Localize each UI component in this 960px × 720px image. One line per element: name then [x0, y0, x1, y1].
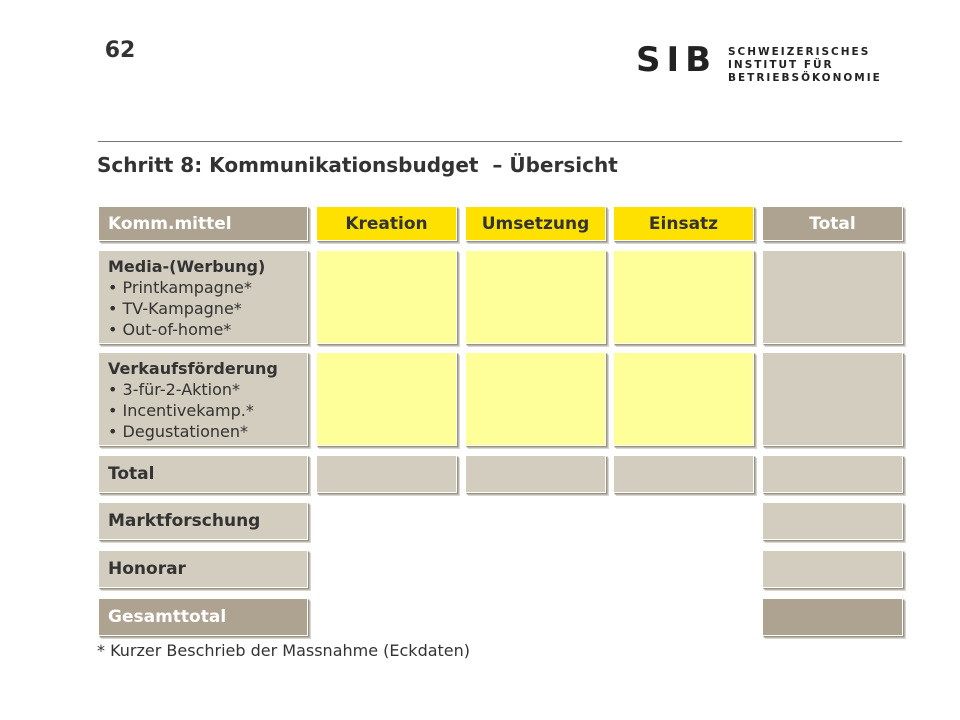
cell-media-umsetzung	[465, 250, 606, 344]
footnote: * Kurzer Beschrieb der Massnahme (Eckdaten)	[97, 641, 471, 660]
logo-text	[728, 46, 882, 85]
row-label-total: Total	[98, 455, 308, 493]
cell-verkauf-umsetzung	[465, 352, 606, 446]
list-item: • 3-für-2-Aktion*	[108, 379, 307, 400]
column-header-umsetzung: Umsetzung	[465, 206, 606, 241]
logo-line-1: SCHWEIZERISCHES	[728, 46, 871, 58]
column-header-einsatz: Einsatz	[613, 206, 754, 241]
row-label-gesamttotal: Gesamttotal	[98, 598, 308, 636]
cell-total-umsetzung	[465, 455, 606, 493]
logo-line-3: BETRIEBSÖKONOMIE	[728, 72, 882, 84]
column-header-total: Total	[762, 206, 903, 241]
cell-gesamttotal-total	[762, 598, 903, 636]
cell-media-kreation	[316, 250, 457, 344]
sib-logo: SIB	[636, 40, 718, 80]
column-header-komm: Komm.mittel	[98, 206, 308, 241]
list-item: • Incentivekamp.*	[108, 400, 307, 421]
column-header-kreation: Kreation	[316, 206, 457, 241]
row-label-marktforschung: Marktforschung	[98, 502, 308, 540]
cell-verkauf-kreation	[316, 352, 457, 446]
row-label-verkaufsfoerderung	[98, 352, 308, 446]
cell-total-kreation	[316, 455, 457, 493]
cell-verkauf-einsatz	[613, 352, 754, 446]
cell-marktforschung-total	[762, 502, 903, 540]
list-item: • Printkampagne*	[108, 277, 307, 298]
media-title: Media-(Werbung)	[108, 257, 266, 276]
cell-verkauf-total	[762, 352, 903, 446]
cell-honorar-total	[762, 550, 903, 588]
list-item: • Out-of-home*	[108, 319, 307, 340]
cell-total-total	[762, 455, 903, 493]
logo-line-2: INSTITUT FÜR	[728, 59, 834, 71]
page-number: 62	[104, 38, 136, 63]
verkauf-list	[108, 379, 307, 442]
header-divider	[98, 141, 902, 142]
list-item: • TV-Kampagne*	[108, 298, 307, 319]
page-title: Schritt 8: Kommunikationsbudget – Übersicht	[97, 153, 618, 177]
verkauf-title: Verkaufsförderung	[108, 359, 278, 378]
row-label-honorar: Honorar	[98, 550, 308, 588]
media-list	[108, 277, 307, 340]
cell-media-einsatz	[613, 250, 754, 344]
row-label-media	[98, 250, 308, 344]
cell-media-total	[762, 250, 903, 344]
list-item: • Degustationen*	[108, 421, 307, 442]
cell-total-einsatz	[613, 455, 754, 493]
